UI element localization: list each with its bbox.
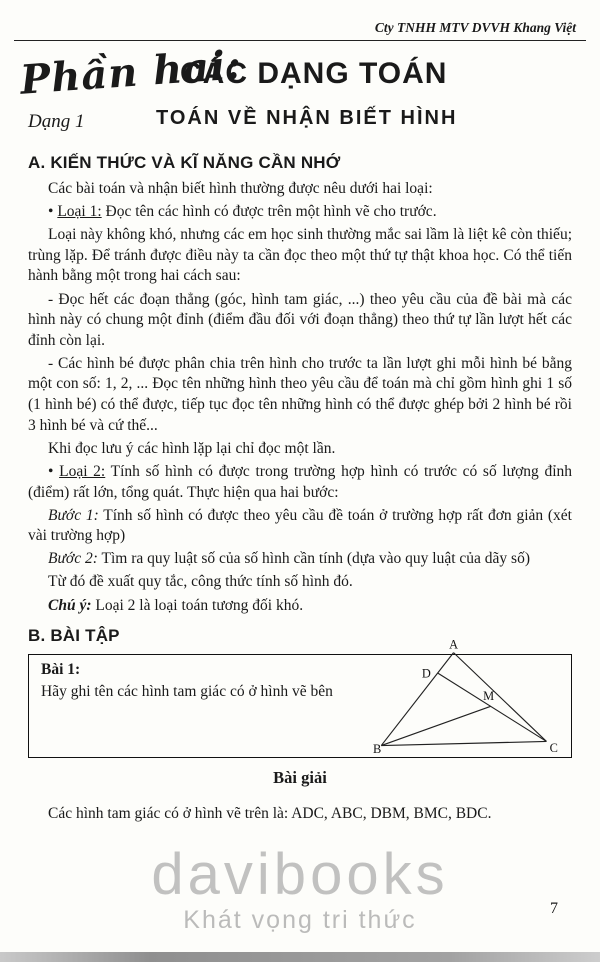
segment-bc [381,742,546,746]
segment-dc [438,673,546,741]
paragraph-text: - Đọc hết các đoạn thẳng (góc, hình tam giác, ...) theo yêu cầu của đề bài mà các hình này có chung một đỉnh (điểm đầu đối với đoạn thẳng) theo thứ tự lần lượt hết các đỉnh còn lại. [28,290,572,349]
paragraph-text: - Các hình bé được phân chia trên hình cho trước ta lần lượt ghi mỗi hình bé bằng một con số: 1, 2, ... Đọc tên những hình theo yêu cầu để toán mà chỉ gồm hình ghi 1 số (1 hình bé) có thể được, tiếp tục đọc tên những hình có thể được ghép bởi 2 hình bé rồi 3 hình bé và cứ thế... [28,354,572,434]
paragraph-text: Từ đó đề xuất quy tắc, công thức tính số hình đó. [48,573,353,591]
vertex-label-c: C [549,740,558,755]
paragraph-loai1-detail [28,225,572,287]
paragraph-cach-1 [28,290,572,352]
part-script-label: Phần hai: [18,41,244,104]
vertex-label-b: B [373,741,382,756]
solution-text: Các hình tam giác có ở hình vẽ trên là: ADC, ABC, DBM, BMC, BDC. [48,804,492,822]
watermark-logo-text: davibooks [151,842,449,907]
segment-bm [381,707,490,746]
bullet: • [48,462,54,480]
point-label-m: M [483,689,495,704]
page-header [14,0,586,41]
page-number: 7 [550,900,558,917]
paragraph-intro [28,179,572,200]
paragraph-cach-2 [28,354,572,436]
paragraph-text: Tính số hình có được theo yêu cầu đề toán ở trường hợp rất đơn giản (xét vài trường hợp) [28,506,572,545]
lead-loai1: Loại 1: [57,203,102,221]
section-b-heading: B. BÀI TẬP [28,626,120,646]
lead-loai2: Loại 2: [59,462,106,480]
paragraph-buoc-1 [28,506,572,547]
paragraph-loai2 [28,462,572,503]
segment-ab [381,653,453,746]
paragraph-text: Các bài toán và nhận biết hình thường được nêu dưới hai loại: [48,180,433,197]
triangle-diagram [373,637,563,755]
paragraph-text: Tìm ra quy luật số của số hình cần tính (dựa vào quy luật của dãy số) [101,550,530,568]
paragraph-buoc-2 [28,549,572,570]
paragraph-luu-y [28,439,572,460]
bullet: • [48,203,54,221]
exercise-prompt: Hãy ghi tên các hình tam giác có ở hình vẽ bên [41,683,333,701]
dang-label: Dạng 1 [28,111,85,132]
paragraph-text: Loại 2 là loại toán tương đối khó. [95,596,304,614]
publisher-name: Cty TNHH MTV DVVH Khang Việt [374,20,576,35]
exercise-label: Bài 1: [41,661,81,679]
paragraph-text: Loại này không khó, nhưng các em học sinh thường mắc sai lầm là liệt kê còn thiếu; trùng lặp. Để tránh được điều này ta cần đọc theo một thứ tự thật khoa học. Có thể tiến hành bằng một trong hai cách sau: [28,226,572,285]
point-label-d: D [421,666,431,681]
part-title: CÁC DẠNG TOÁN [180,57,448,90]
section-a-heading: A. KIẾN THỨC VÀ KĨ NĂNG CẦN NHỚ [28,153,341,172]
paragraph-chu-y [28,596,572,617]
paragraph-text: Khi đọc lưu ý các hình lặp lại chỉ đọc một lần. [48,439,336,457]
vertex-label-a: A [449,637,459,652]
page-content [0,41,600,824]
exercise-box [28,637,572,758]
paragraph-text: Tính số hình có được trong trường hợp hình có trước có số lượng đỉnh (điểm) rất lớn, tổng quát. Thực hiện qua hai bước: [28,462,573,501]
lead-buoc1: Bước 1: [48,506,99,524]
paragraph-text: Đọc tên các hình có được trên một hình vẽ cho trước. [105,203,437,221]
segment-ac [454,653,547,742]
paragraph-quy-tac [28,572,572,593]
watermark [0,842,600,935]
title-block [18,41,572,143]
paragraph-loai1 [28,202,572,223]
dang-title: TOÁN VỀ NHẬN BIẾT HÌNH [156,107,458,129]
watermark-slogan: Khát vọng tri thức [183,906,417,934]
solution-heading: Bài giải [273,768,327,788]
lead-buoc2: Bước 2: [48,550,98,568]
lead-chu-y: Chú ý: [48,596,92,614]
scan-edge-shadow [0,952,600,962]
